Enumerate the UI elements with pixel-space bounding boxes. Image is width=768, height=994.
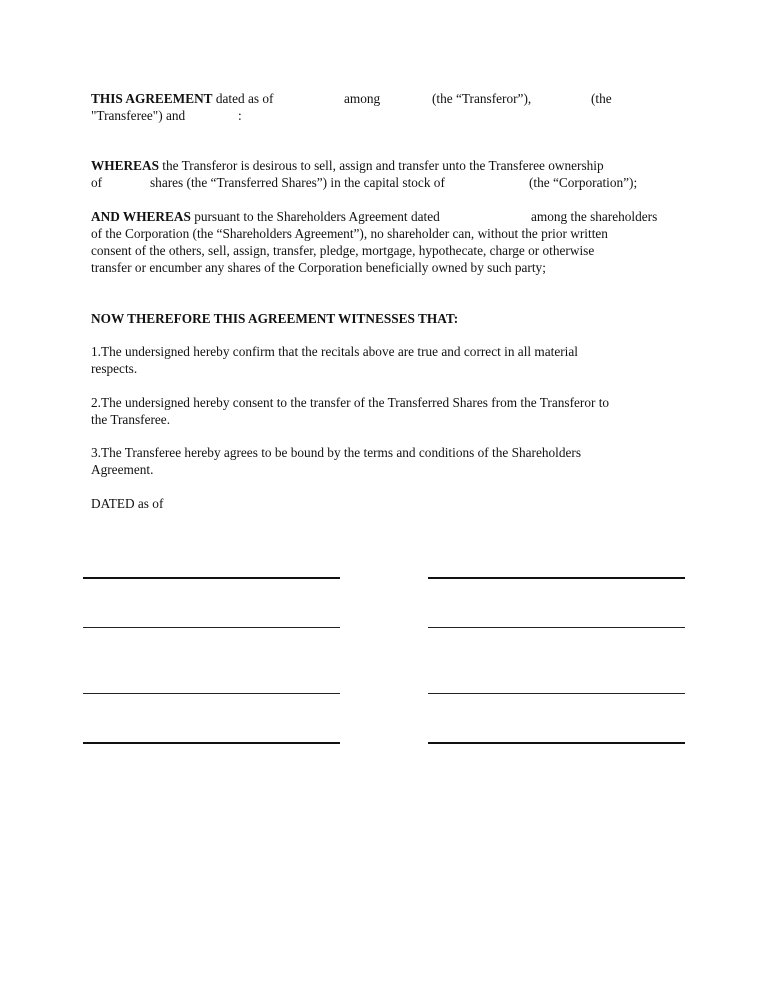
signature-line-right-2 [428,742,685,744]
whereas2-line-1 [91,208,440,225]
intro-colon: : [238,108,242,123]
signature-line-left-2 [83,742,340,744]
intro-the-text: (the [591,91,612,106]
signature-line-right-1 [428,577,685,579]
witness-line-right-1 [428,627,685,628]
intro-dated-text: dated as of [212,91,274,106]
intro-line-1 [91,90,273,107]
witness-line-left-1 [83,627,340,628]
whereas2-line1-end: among the shareholders [531,209,658,224]
whereas1-shares-text: shares (the “Transferred Shares”) in the capital stock of [150,175,445,190]
whereas1-corporation-text: (the “Corporation”); [529,175,638,190]
whereas1-line1-rest: the Transferor is desirous to sell, assign and transfer unto the Transferee ownership [158,158,604,173]
witness-line-right-2 [428,693,685,694]
intro-among-text: among [344,91,381,106]
dated-as-of: DATED as of [91,496,164,511]
whereas2-line-4: transfer or encumber any shares of the Corporation beneficially owned by such party; [91,260,546,275]
clause-2-line-1: 2.The undersigned hereby consent to the transfer of the Transferred Shares from the Transferor to [91,395,610,410]
whereas1-line-1 [91,157,604,174]
intro-bold-title: THIS AGREEMENT [91,91,213,106]
clause-2-line-2: the Transferee. [91,412,171,427]
witness-heading: NOW THEREFORE THIS AGREEMENT WITNESSES THAT: [91,311,459,326]
intro-transferor-text: (the “Transferor”), [432,91,532,106]
intro-transferee-and-text: "Transferee") and [91,108,186,123]
clause-1-line-2: respects. [91,361,138,376]
whereas1-bold: WHEREAS [91,158,159,173]
whereas2-line1-rest: pursuant to the Shareholders Agreement dated [190,209,440,224]
signature-line-left-1 [83,577,340,579]
clause-3-line-2: Agreement. [91,462,154,477]
witness-line-left-2 [83,693,340,694]
clause-3-line-1: 3.The Transferee hereby agrees to be bound by the terms and conditions of the Shareholders [91,445,582,460]
whereas2-bold: AND WHEREAS [91,209,191,224]
clause-1-line-1: 1.The undersigned hereby confirm that the recitals above are true and correct in all material [91,344,578,359]
whereas1-of-text: of [91,175,103,190]
whereas2-line-2: of the Corporation (the “Shareholders Agreement”), no shareholder can, without the prior written [91,226,608,241]
whereas2-line-3: consent of the others, sell, assign, transfer, pledge, mortgage, hypothecate, charge or otherwise [91,243,595,258]
